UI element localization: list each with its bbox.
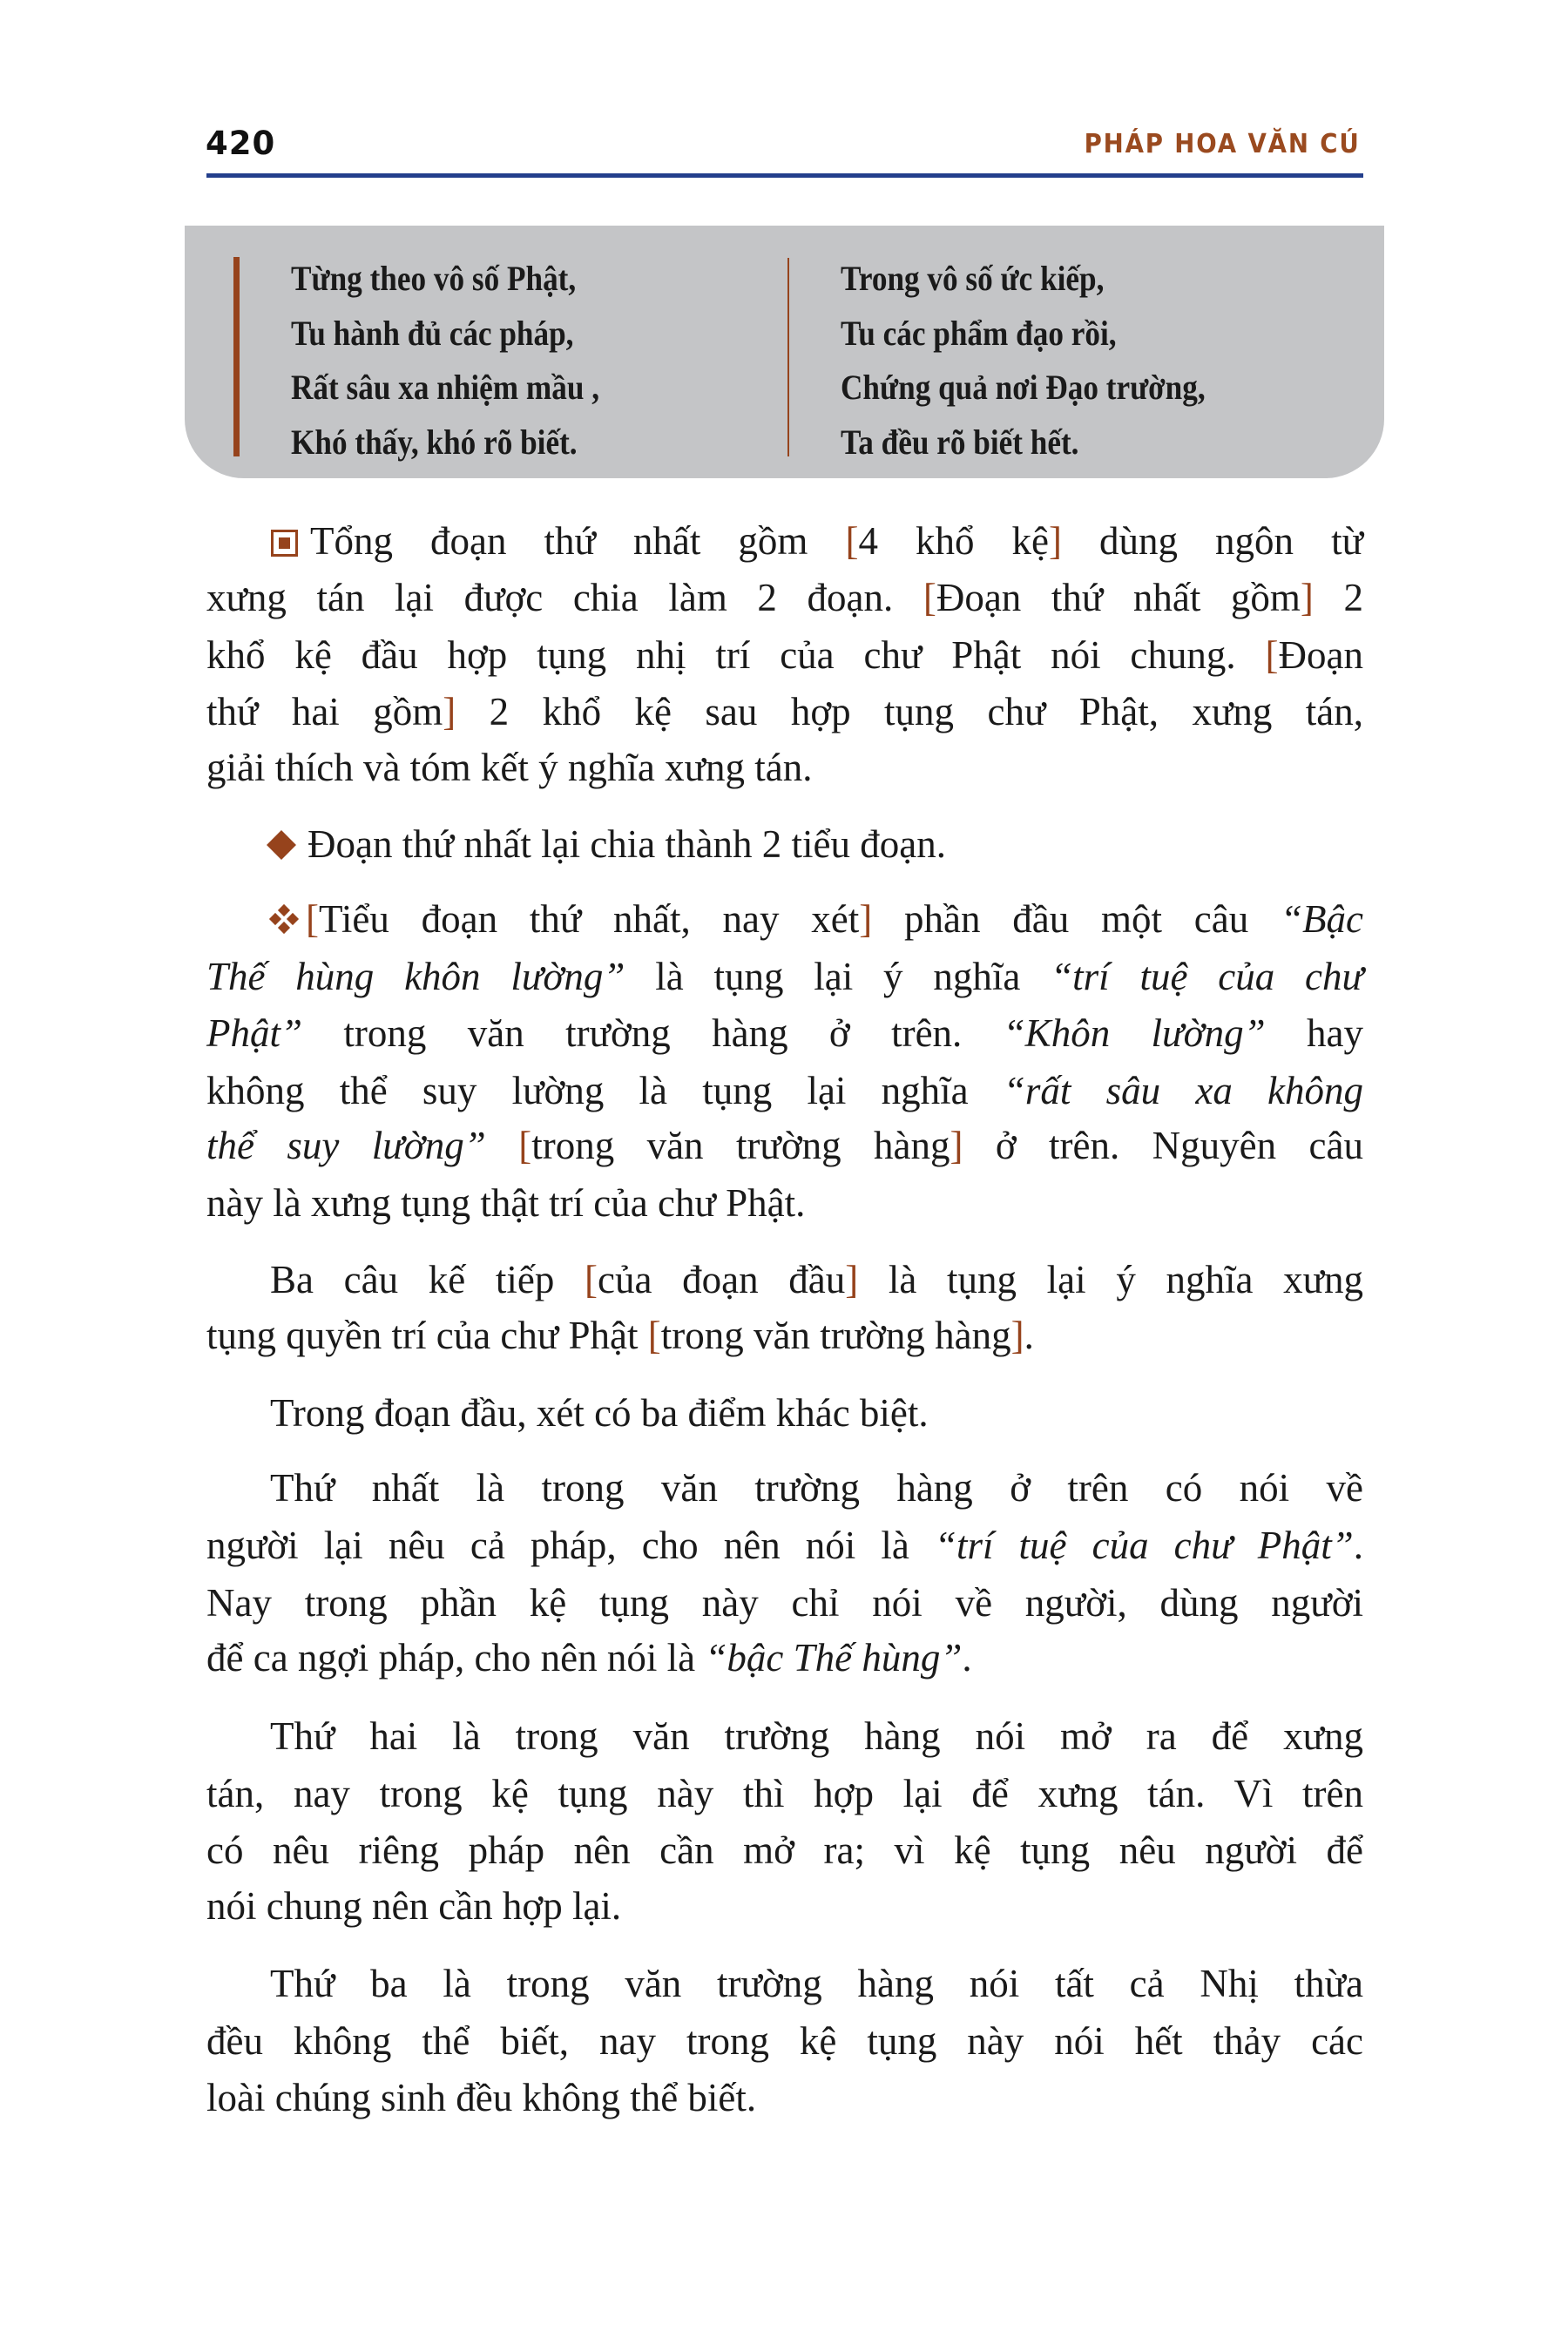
- bracketed-text: Đoạn: [1278, 633, 1363, 677]
- text-line: đều không thể biết, nay trong kệ tụng này nói hết thảy các: [206, 2019, 1363, 2063]
- bracket: ]: [950, 1124, 963, 1167]
- bracket: [: [647, 1314, 661, 1357]
- quoted-italic: Thế hùng khôn lường”: [206, 955, 625, 998]
- bracketed-text: Tiểu đoạn thứ nhất, nay xét: [319, 897, 860, 941]
- text-span: Thứ nhất là trong văn trường hàng ở trên có nói về: [270, 1466, 1363, 1510]
- text-line: Thứ hai là trong văn trường hàng nói mở ra để xưng: [270, 1714, 1363, 1758]
- text-line: [206, 950, 1363, 1004]
- quoted-italic: “trí tuệ của chư Phật”: [934, 1524, 1354, 1567]
- text-span: Đoạn thứ nhất lại chia thành 2 tiểu đoạn.: [308, 822, 946, 866]
- text-line: [269, 892, 1363, 946]
- text-span: khổ kệ đầu hợp tụng nhị trí của chư Phật nói chung.: [206, 633, 1266, 677]
- text-line: [270, 1253, 1363, 1307]
- text-span: Nay trong phần kệ tụng này chỉ nói về người, dùng người: [206, 1581, 1363, 1625]
- text-span: phần đầu một câu: [872, 897, 1281, 941]
- text-span: là tụng lại ý nghĩa: [625, 955, 1051, 998]
- text-line: [206, 1576, 1363, 1630]
- text-line: [206, 1119, 1363, 1173]
- header-rule: [206, 173, 1363, 178]
- text-line: [206, 1006, 1363, 1060]
- text-span: 2: [1313, 576, 1364, 619]
- bracket: [: [485, 1124, 532, 1167]
- verse-line: Rất sâu xa nhiệm mầu ,: [291, 368, 599, 407]
- quoted-italic: “trí tuệ của chư: [1051, 955, 1364, 998]
- text-line: [206, 1064, 1363, 1118]
- quoted-italic: thể suy lường”: [206, 1124, 486, 1167]
- text-span: .: [962, 1636, 972, 1680]
- text-line: [264, 817, 1363, 871]
- text-span: .: [1024, 1314, 1034, 1357]
- bracketed-text: trong văn trường hàng: [660, 1314, 1011, 1357]
- bracketed-text: 4 khổ kệ: [858, 519, 1049, 563]
- verse-box: [185, 226, 1384, 478]
- text-span: Tổng đoạn thứ nhất gồm: [310, 519, 846, 563]
- text-span: 2 khổ kệ sau hợp tụng chư Phật, xưng tán,: [456, 690, 1363, 733]
- bracket: [: [306, 897, 319, 941]
- text-line: [206, 685, 1363, 739]
- quoted-italic: “bậc Thế hùng”: [705, 1636, 963, 1680]
- bracket: [: [845, 519, 859, 563]
- text-line: có nêu riêng pháp nên cần mở ra; vì kệ tụng nêu người để: [206, 1828, 1363, 1872]
- verse-line: Trong vô số ức kiếp,: [841, 259, 1105, 298]
- text-span: là tụng lại ý nghĩa xưng: [858, 1258, 1363, 1301]
- bracketed-text: Đoạn thứ nhất gồm: [936, 576, 1301, 619]
- bracket: ]: [1049, 519, 1062, 563]
- text-span: hay: [1265, 1011, 1363, 1055]
- bracket: ]: [1300, 576, 1314, 619]
- text-line: [206, 740, 1363, 794]
- text-span: không thể suy lường là tụng lại nghĩa: [206, 1069, 1004, 1112]
- bracket: [: [923, 576, 936, 619]
- text-span: giải thích và tóm kết ý nghĩa xưng tán.: [206, 746, 813, 789]
- verse-line: Chứng quả nơi Đạo trường,: [841, 368, 1206, 407]
- verse-left-bar: [233, 257, 240, 456]
- text-line: [271, 514, 1363, 568]
- text-span: dùng ngôn từ: [1062, 519, 1363, 563]
- text-line: [270, 1386, 1363, 1440]
- text-span: xưng tán lại được chia làm 2 đoạn.: [206, 576, 923, 619]
- text-span: để ca ngợi pháp, cho nên nói là: [206, 1636, 706, 1680]
- verse-divider: [787, 258, 789, 456]
- verse-line: Tu hành đủ các pháp,: [291, 313, 574, 353]
- bracketed-text: trong văn trường hàng: [531, 1124, 950, 1167]
- bracket: ]: [1010, 1314, 1024, 1357]
- bracket: ]: [859, 897, 873, 941]
- text-line: [206, 1308, 1363, 1362]
- text-line: [206, 571, 1363, 625]
- verse-column-left: [291, 252, 599, 470]
- text-line: Thứ ba là trong văn trường hàng nói tất cả Nhị thừa: [270, 1962, 1363, 2005]
- four-diamond-bullet-icon: [269, 904, 299, 934]
- verse-column-right: [841, 252, 1206, 470]
- text-span: tụng quyền trí của chư Phật: [206, 1314, 648, 1357]
- text-line: tán, nay trong kệ tụng này thì hợp lại để xưng tán. Vì trên: [206, 1772, 1363, 1815]
- square-bullet-icon: [271, 530, 298, 557]
- text-span: này là xưng tụng thật trí của chư Phật.: [206, 1181, 806, 1225]
- text-span: ở trên. Nguyên câu: [963, 1124, 1363, 1167]
- text-span: Trong đoạn đầu, xét có ba điểm khác biệt.: [270, 1391, 929, 1435]
- text-span: Ba câu kế tiếp: [270, 1258, 585, 1301]
- bracketed-text: thứ hai gồm: [206, 690, 443, 733]
- verse-line: Khó thấy, khó rõ biết.: [291, 422, 578, 462]
- text-span: .: [1353, 1524, 1364, 1567]
- text-line: nói chung nên cần hợp lại.: [206, 1884, 622, 1928]
- quoted-italic: Phật”: [206, 1011, 303, 1055]
- verse-line: Ta đều rõ biết hết.: [841, 422, 1079, 462]
- quoted-italic: “rất sâu xa không: [1003, 1069, 1364, 1112]
- text-span: người lại nêu cả pháp, cho nên nói là: [206, 1524, 935, 1567]
- bracket: [: [585, 1258, 598, 1301]
- running-title: PHÁP HOA VĂN CÚ: [1084, 129, 1361, 159]
- diamond-bullet-icon: [267, 830, 296, 860]
- verse-line: Từng theo vô số Phật,: [291, 259, 577, 298]
- quoted-italic: “Bậc: [1281, 897, 1363, 941]
- bracket: [: [1265, 633, 1279, 677]
- bracketed-text: của đoạn đầu: [598, 1258, 846, 1301]
- text-line: [206, 628, 1363, 682]
- text-line: [206, 1518, 1363, 1572]
- text-span: trong văn trường hàng ở trên.: [302, 1011, 1004, 1055]
- page-number: 420: [206, 125, 276, 162]
- quoted-italic: “Khôn lường”: [1003, 1011, 1266, 1055]
- text-line: [270, 1461, 1363, 1515]
- bracket: ]: [845, 1258, 859, 1301]
- verse-line: Tu các phẩm đạo rồi,: [841, 313, 1117, 353]
- text-line: [206, 1176, 1363, 1230]
- text-line: [206, 1631, 1363, 1685]
- bracket: ]: [443, 690, 456, 733]
- text-line: loài chúng sinh đều không thể biết.: [206, 2076, 757, 2119]
